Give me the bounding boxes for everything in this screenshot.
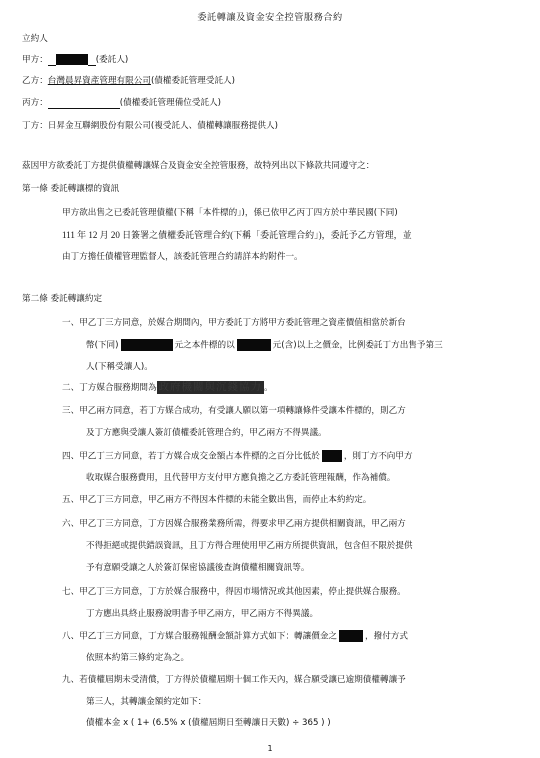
clause-8-line-2: 依照本約第三條約定為之。: [86, 653, 190, 663]
clause-9-formula: 債權本金 x ( 1+ (6.5% x (債權屆期日至轉讓日天數) ÷ 365 ) ): [86, 718, 331, 728]
clause-1-line-1: 一、甲乙丁三方同意，於媒合期間內，甲方委託丁方將甲方委託管理之資產價值相當於新台: [62, 318, 406, 328]
party-a-redaction: [56, 54, 88, 65]
clause-4-line-1: [62, 450, 413, 463]
clause-1-text-c: 元(含)以上之價金，比例委託丁方出售予第三: [272, 340, 443, 351]
clause-8-rate-redaction: [339, 630, 363, 642]
party-a-underline-left: [48, 65, 56, 66]
party-a-suffix: (委託人): [95, 55, 129, 65]
clause-1-text-a: 幣(下同): [86, 340, 119, 351]
article-1-line-2: [62, 229, 412, 242]
party-c-prefix: 丙方：: [22, 98, 48, 108]
clause-6-line-3: 予有意願受讓之人於簽訂保密協議後查詢債權相關資訊等。: [86, 563, 310, 573]
clause-4-text-b: ，則丁方不向甲方: [343, 451, 413, 462]
clause-1-line-2: [86, 339, 443, 352]
article-1-line-3: 由丁方擔任債權管理監督人，該委託管理合約請詳本約附件一。: [62, 252, 303, 262]
party-a-underline-right: [88, 65, 96, 66]
parties-heading: 立約人: [22, 34, 48, 44]
party-c-suffix: (債權委託管理備位受託人): [119, 98, 222, 108]
party-b-name: 台灣晨昇資產管理有限公司: [47, 76, 151, 86]
clause-8-text-b: ，撥付方式: [365, 631, 408, 642]
article-1-line-1: 甲方欲出售之已委託管理債權(下稱「本件標的」)，係已依甲乙丙丁四方於中華民國(下同): [62, 208, 398, 218]
intro-paragraph: 茲因甲方欲委託丁方提供債權轉讓媒合及資金安全控管服務，故特列出以下條款共同遵守之：: [22, 161, 375, 171]
clause-4-percent-redaction: [322, 450, 342, 462]
clause-4-text-a: 四、甲乙丁三方同意，若丁方媒合成交金額占本件標的之百分比低於: [62, 451, 320, 462]
clause-2-text: 二、丁方媒合服務期間為: [62, 383, 157, 393]
page-number: 1: [267, 744, 273, 753]
clause-3-line-1: 三、甲乙兩方同意，若丁方媒合成功，有受讓人願以第一項轉讓條件受讓本件標的，則乙方: [62, 406, 406, 416]
clause-1-line-3: 人(下稱受讓人)。: [86, 362, 153, 372]
article-2-heading: 第二條 委託轉讓約定: [22, 294, 103, 304]
clause-6-line-2: 不得拒絕或提供錯誤資訊，且丁方得合理使用甲乙兩方所提供資訊，包含但不限於提供: [86, 541, 413, 551]
party-b-line: [22, 75, 235, 87]
clause-8-text-a: 八、甲乙丁三方同意，丁方媒合服務報酬金額計算方式如下：轉讓價金之: [62, 631, 338, 642]
clause-5-line: 五、甲乙丁三方同意，甲乙兩方不得因本件標的未能全數出售，而停止本約約定。: [62, 495, 372, 505]
document-title: 委託轉讓及資金安全控管服務合約: [197, 12, 343, 23]
clause-2-end: 。: [264, 383, 273, 393]
clause-8-line-1: [62, 630, 408, 643]
clause-7-line-2: 丁方應出具終止服務說明書予甲乙兩方，甲乙兩方不得異議。: [86, 609, 319, 619]
clause-2-obscured-period: 政府機關與沉錢協力: [158, 381, 263, 393]
party-a-line: [22, 54, 128, 66]
clause-7-line-1: 七、甲乙丁三方同意，丁方於媒合服務中，得因市場情況或其他因素，停止提供媒合服務。: [62, 587, 406, 597]
article-1-heading: 第一條 委託轉讓標的資訊: [22, 184, 120, 194]
clause-4-line-2: 收取媒合服務費用，且代替甲方支付甲方應負擔之乙方委託管理報酬，作為補償。: [86, 473, 396, 483]
party-c-underline: [48, 98, 120, 109]
clause-9-line-1: 九、若債權屆期未受清償，丁方得於債權屆期十個工作天內，媒合願受讓已逾期債權轉讓予: [62, 675, 406, 685]
party-b-suffix: (債權委託管理受託人): [150, 76, 235, 86]
clause-1-price-redaction: [237, 339, 271, 351]
party-c-line: [22, 97, 221, 109]
clause-1-amount-redaction: [121, 339, 173, 351]
article-1-line-2-text: 111 年 12 月 20 日簽署之債權委託管理合約(下稱「委託管理合約」)，委託予乙方管理，並: [62, 230, 412, 240]
party-a-prefix: 甲方：: [22, 55, 48, 65]
clause-6-line-1: 六、甲乙丁三方同意，丁方因媒合服務業務所需，得要求甲乙兩方提供相關資訊，甲乙兩方: [62, 519, 406, 529]
party-d-line: 丁方：日昇金互聯網股份有限公司(複受託人、債權轉讓服務提供人): [22, 121, 278, 131]
clause-9-line-2: 第三人，其轉讓金額約定如下：: [86, 697, 207, 707]
clause-1-text-b: 元之本件標的以: [174, 340, 235, 351]
party-b-prefix: 乙方：: [22, 76, 48, 86]
clause-2-line: [62, 381, 273, 394]
clause-3-line-2: 及丁方應與受讓人簽訂債權委託管理合約，甲乙兩方不得異議。: [86, 428, 327, 438]
